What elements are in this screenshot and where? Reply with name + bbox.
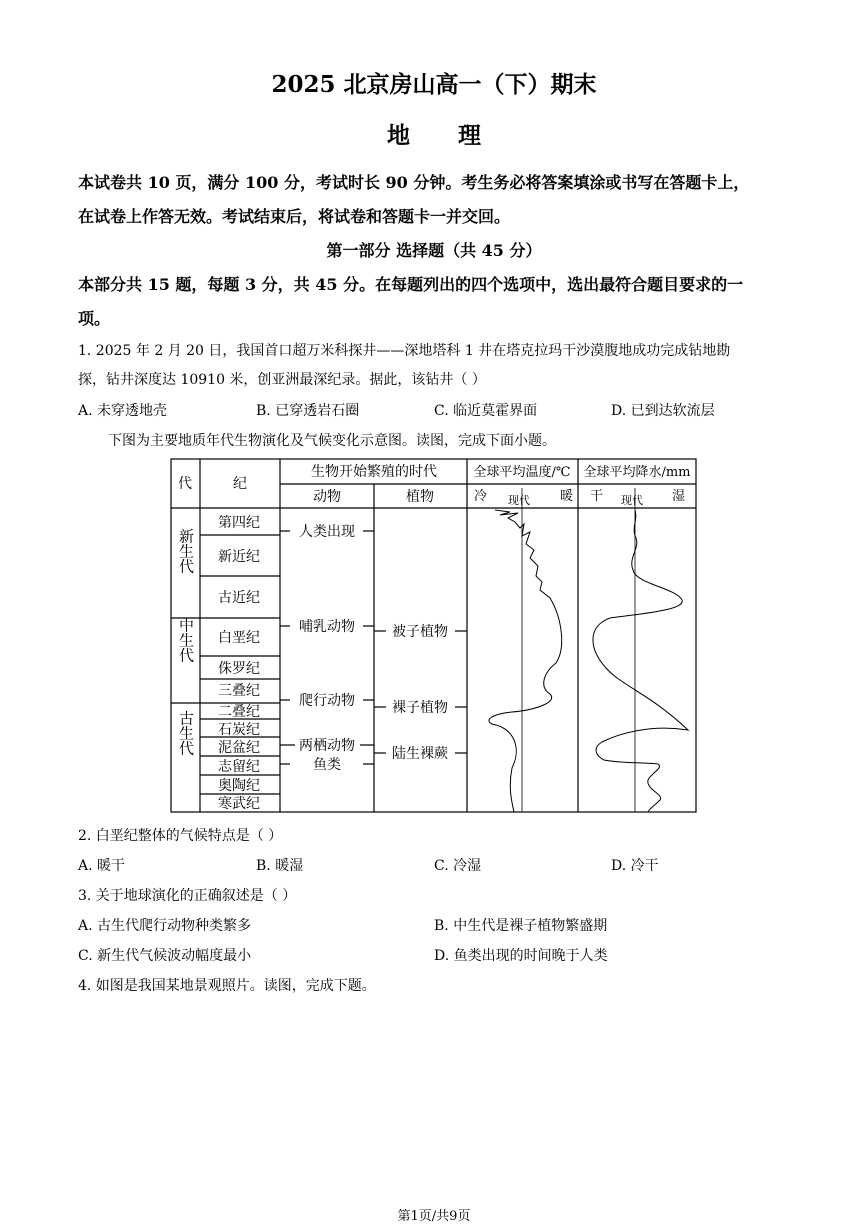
period-cambrian: 寒武纪 <box>218 796 260 812</box>
period-permian: 二叠纪 <box>218 704 260 720</box>
q3-option-a[interactable]: A. 古生代爬行动物种类繁多 <box>78 918 252 934</box>
q2-option-d[interactable]: D. 冷干 <box>611 858 659 874</box>
q1-option-c[interactable]: C. 临近莫霍界面 <box>434 403 538 419</box>
plant-angiosperm: 被子植物 <box>392 624 448 640</box>
part1-desc-line2: 项。 <box>78 309 111 328</box>
q3-option-d[interactable]: D. 鱼类出现的时间晚于人类 <box>434 948 608 964</box>
figure-intro: 下图为主要地质年代生物演化及气候变化示意图。读图，完成下面小题。 <box>108 433 556 449</box>
era-paleozoic: 古生代 <box>177 710 195 756</box>
part1-heading: 第一部分 选择题（共 45 分） <box>326 241 542 260</box>
header-plant: 植物 <box>406 489 434 505</box>
period-carboniferous: 石炭纪 <box>218 722 260 738</box>
precip-wet: 湿 <box>672 489 686 504</box>
animal-amphibian: 两栖动物 <box>299 738 355 754</box>
header-era: 代 <box>178 476 192 492</box>
temp-cold: 冷 <box>474 489 488 504</box>
q1-option-d[interactable]: D. 已到达软流层 <box>611 403 715 419</box>
q1-stem-line1: 1. 2025 年 2 月 20 日，我国首口超万米科探井——深地塔科 1 井在塔克拉玛干沙漠腹地成功完成钻地勘 <box>78 343 731 359</box>
instructions-line2: 在试卷上作答无效。考试结束后，将试卷和答题卡一并交回。 <box>78 207 511 226</box>
header-animal: 动物 <box>313 489 341 505</box>
header-precip: 全球平均降水/mm <box>583 465 691 480</box>
animal-reptile: 爬行动物 <box>299 693 355 709</box>
temp-warm: 暖 <box>560 489 574 504</box>
q1-stem-line2: 探，钻井深度达 10910 米，创亚洲最深纪录。据此，该钻井（ ） <box>78 372 486 388</box>
q2-stem: 2. 白垩纪整体的气候特点是（ ） <box>78 828 283 844</box>
period-devonian: 泥盆纪 <box>218 740 260 756</box>
period-cretaceous: 白垩纪 <box>218 630 260 646</box>
subject-title: 地理 <box>387 122 529 149</box>
instructions-line1: 本试卷共 10 页，满分 100 分，考试时长 90 分钟。考生务必将答案填涂或书写在答题卡上， <box>78 173 750 192</box>
period-jurassic: 侏罗纪 <box>218 661 260 677</box>
precip-now: 现代 <box>621 494 643 507</box>
page-footer: 第1页/共9页 <box>397 1209 471 1224</box>
q2-option-a[interactable]: A. 暖干 <box>78 858 126 874</box>
q1-option-b[interactable]: B. 已穿透岩石圈 <box>256 403 360 419</box>
header-bio: 生物开始繁殖的时代 <box>311 464 437 480</box>
era-mesozoic: 中生代 <box>177 617 195 663</box>
precip-dry: 干 <box>590 489 604 504</box>
animal-mammal: 哺乳动物 <box>299 619 355 635</box>
q2-option-b[interactable]: B. 暖湿 <box>256 858 304 874</box>
part1-desc-line1: 本部分共 15 题，每题 3 分，共 45 分。在每题列出的四个选项中，选出最符合题目要求的一 <box>78 275 744 294</box>
temp-now: 现代 <box>508 494 530 507</box>
period-silurian: 志留纪 <box>218 759 260 775</box>
q3-option-b[interactable]: B. 中生代是裸子植物繁盛期 <box>434 918 608 934</box>
exam-title: 2025 北京房山高一（下）期末 <box>271 71 597 98</box>
q1-option-a[interactable]: A. 未穿透地壳 <box>78 403 168 419</box>
animal-fish: 鱼类 <box>313 757 341 773</box>
period-triassic: 三叠纪 <box>218 683 260 699</box>
plant-gymnosperm: 裸子植物 <box>392 700 448 716</box>
animal-human: 人类出现 <box>299 524 355 540</box>
period-ordovician: 奥陶纪 <box>218 778 260 794</box>
q3-stem: 3. 关于地球演化的正确叙述是（ ） <box>78 888 297 904</box>
evolution-climate-figure <box>170 458 698 814</box>
era-cenozoic: 新生代 <box>177 528 195 574</box>
period-neogene: 新近纪 <box>218 549 260 565</box>
period-quaternary: 第四纪 <box>218 515 260 531</box>
header-temp: 全球平均温度/℃ <box>473 465 571 480</box>
q3-option-c[interactable]: C. 新生代气候波动幅度最小 <box>78 948 252 964</box>
period-paleogene: 古近纪 <box>218 590 260 606</box>
plant-psilophyte: 陆生裸蕨 <box>392 746 448 762</box>
q2-option-c[interactable]: C. 冷湿 <box>434 858 482 874</box>
header-period: 纪 <box>233 476 247 492</box>
q4-stem: 4. 如图是我国某地景观照片。读图，完成下题。 <box>78 978 376 994</box>
